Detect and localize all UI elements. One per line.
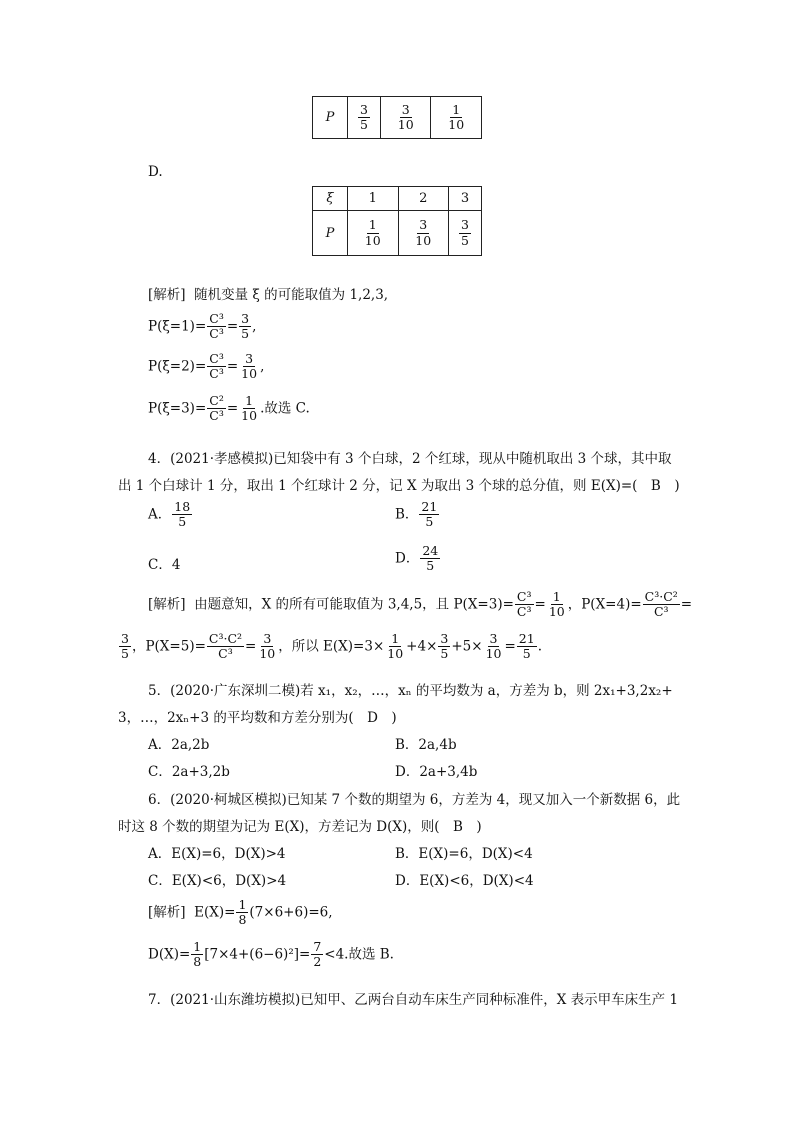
question-5-option-b: B．2a,4b — [395, 737, 457, 753]
solution-4-line-2: $\frac{3}{5}$ ，P(X=5)= $\frac{\text{C³·C²}}{\text{C³}}$ = $\frac{3}{10}$ ，所以 E(X)=3× $\frac{1}{10}$ +4× $\frac{3}{5}$ +5× $\frac{3}{10}$ = $\frac{21}{5}$ . — [121, 631, 542, 662]
table-cell: $\frac{3}{10}$ — [398, 211, 449, 256]
table-header-cell: 3 — [449, 187, 482, 211]
question-4-option-b: B． $\frac{21}{5}$ — [395, 499, 438, 530]
question-7-line-1: 7．(2021·山东潍坊模拟)已知甲、乙两台自动车床生产同种标准件，X 表示甲车床生产 1 — [148, 992, 679, 1008]
option-d-label: D. — [148, 164, 163, 180]
table-header-cell: 1 — [348, 187, 399, 211]
solution-3-line-1: P(ξ=1)= $\frac{\text{C³}}{\text{C³}}$ = $\frac{3}{5}$ , — [148, 311, 257, 342]
solution-3-line-3: P(ξ=3)= $\frac{\text{C²}}{\text{C³}}$ = $\frac{1}{10}$ .故选 C. — [148, 393, 310, 424]
solution-3-line-2: P(ξ=2)= $\frac{\text{C³}}{\text{C³}}$ = $\frac{3}{10}$ , — [148, 351, 265, 382]
probability-table-c — [312, 96, 482, 139]
question-6-option-a: A．E(X)=6，D(X)>4 — [148, 846, 286, 862]
table-cell: $\frac{3}{10}$ — [380, 97, 431, 139]
question-6-option-b: B．E(X)=6，D(X)<4 — [395, 846, 533, 862]
question-4-option-d: D． $\frac{24}{5}$ — [395, 543, 439, 574]
table-cell: $\frac{1}{10}$ — [431, 97, 482, 139]
table-cell: $\frac{3}{5}$ — [449, 211, 482, 256]
question-4-line-2: 出 1 个白球计 1 分，取出 1 个红球计 2 分，记 X 为取出 3 个球的总分值，则 E(X)=( B ) — [118, 478, 680, 494]
question-5-option-a: A．2a,2b — [148, 737, 210, 753]
question-6-option-d: D．E(X)<6，D(X)<4 — [395, 873, 534, 889]
table-header-label: ξ — [313, 187, 348, 211]
solution-6-line-1: [解析] E(X)= $\frac{1}{8}$ (7×6+6)=6, — [148, 897, 333, 928]
table-row-label: P — [313, 211, 348, 256]
question-4-line-1: 4．(2021·孝感模拟)已知袋中有 3 个白球，2 个红球，现从中随机取出 3 个球，其中取 — [148, 451, 672, 467]
solution-6-line-2: D(X)= $\frac{1}{8}$ [7×4+(6−6)²]= $\frac{7}{2}$ <4.故选 B. — [148, 939, 394, 970]
question-4-option-c: C．4 — [148, 557, 181, 573]
question-4-option-a: A． $\frac{18}{5}$ — [148, 499, 191, 530]
question-6-line-1: 6．(2020·柯城区模拟)已知某 7 个数的期望为 6，方差为 4，现又加入一个新数据 6，此 — [148, 792, 681, 808]
question-5-line-2: 3，…，2xₙ+3 的平均数和方差分别为( D ) — [118, 710, 397, 726]
question-6-option-c: C．E(X)<6，D(X)>4 — [148, 873, 287, 889]
table-cell: $\frac{1}{10}$ — [348, 211, 399, 256]
question-5-option-d: D．2a+3,4b — [395, 764, 478, 780]
probability-table-d — [312, 186, 482, 256]
question-6-line-2: 时这 8 个数的期望为记为 E(X)，方差记为 D(X)，则( B ) — [118, 819, 482, 835]
table-header-cell: 2 — [398, 187, 449, 211]
table-row-label: P — [313, 97, 348, 139]
solution-4-line-1: [解析] 由题意知，X 的所有可能取值为 3,4,5，且 P(X=3)= $\frac{\text{C³}}{\text{C³}}$ = $\frac{1}{10}$ ，P(X=4)= $\frac{\text{C³·C²}}{\text{C³}}$ = — [148, 589, 693, 620]
question-5-option-c: C．2a+3,2b — [148, 764, 230, 780]
table-cell: $\frac{3}{5}$ — [348, 97, 381, 139]
solution-3-intro: [解析] 随机变量 ξ 的可能取值为 1,2,3, — [148, 287, 389, 303]
question-5-line-1: 5．(2020·广东深圳二模)若 x₁，x₂，…，xₙ 的平均数为 a，方差为 b，则 2x₁+3,2x₂+ — [148, 683, 673, 699]
